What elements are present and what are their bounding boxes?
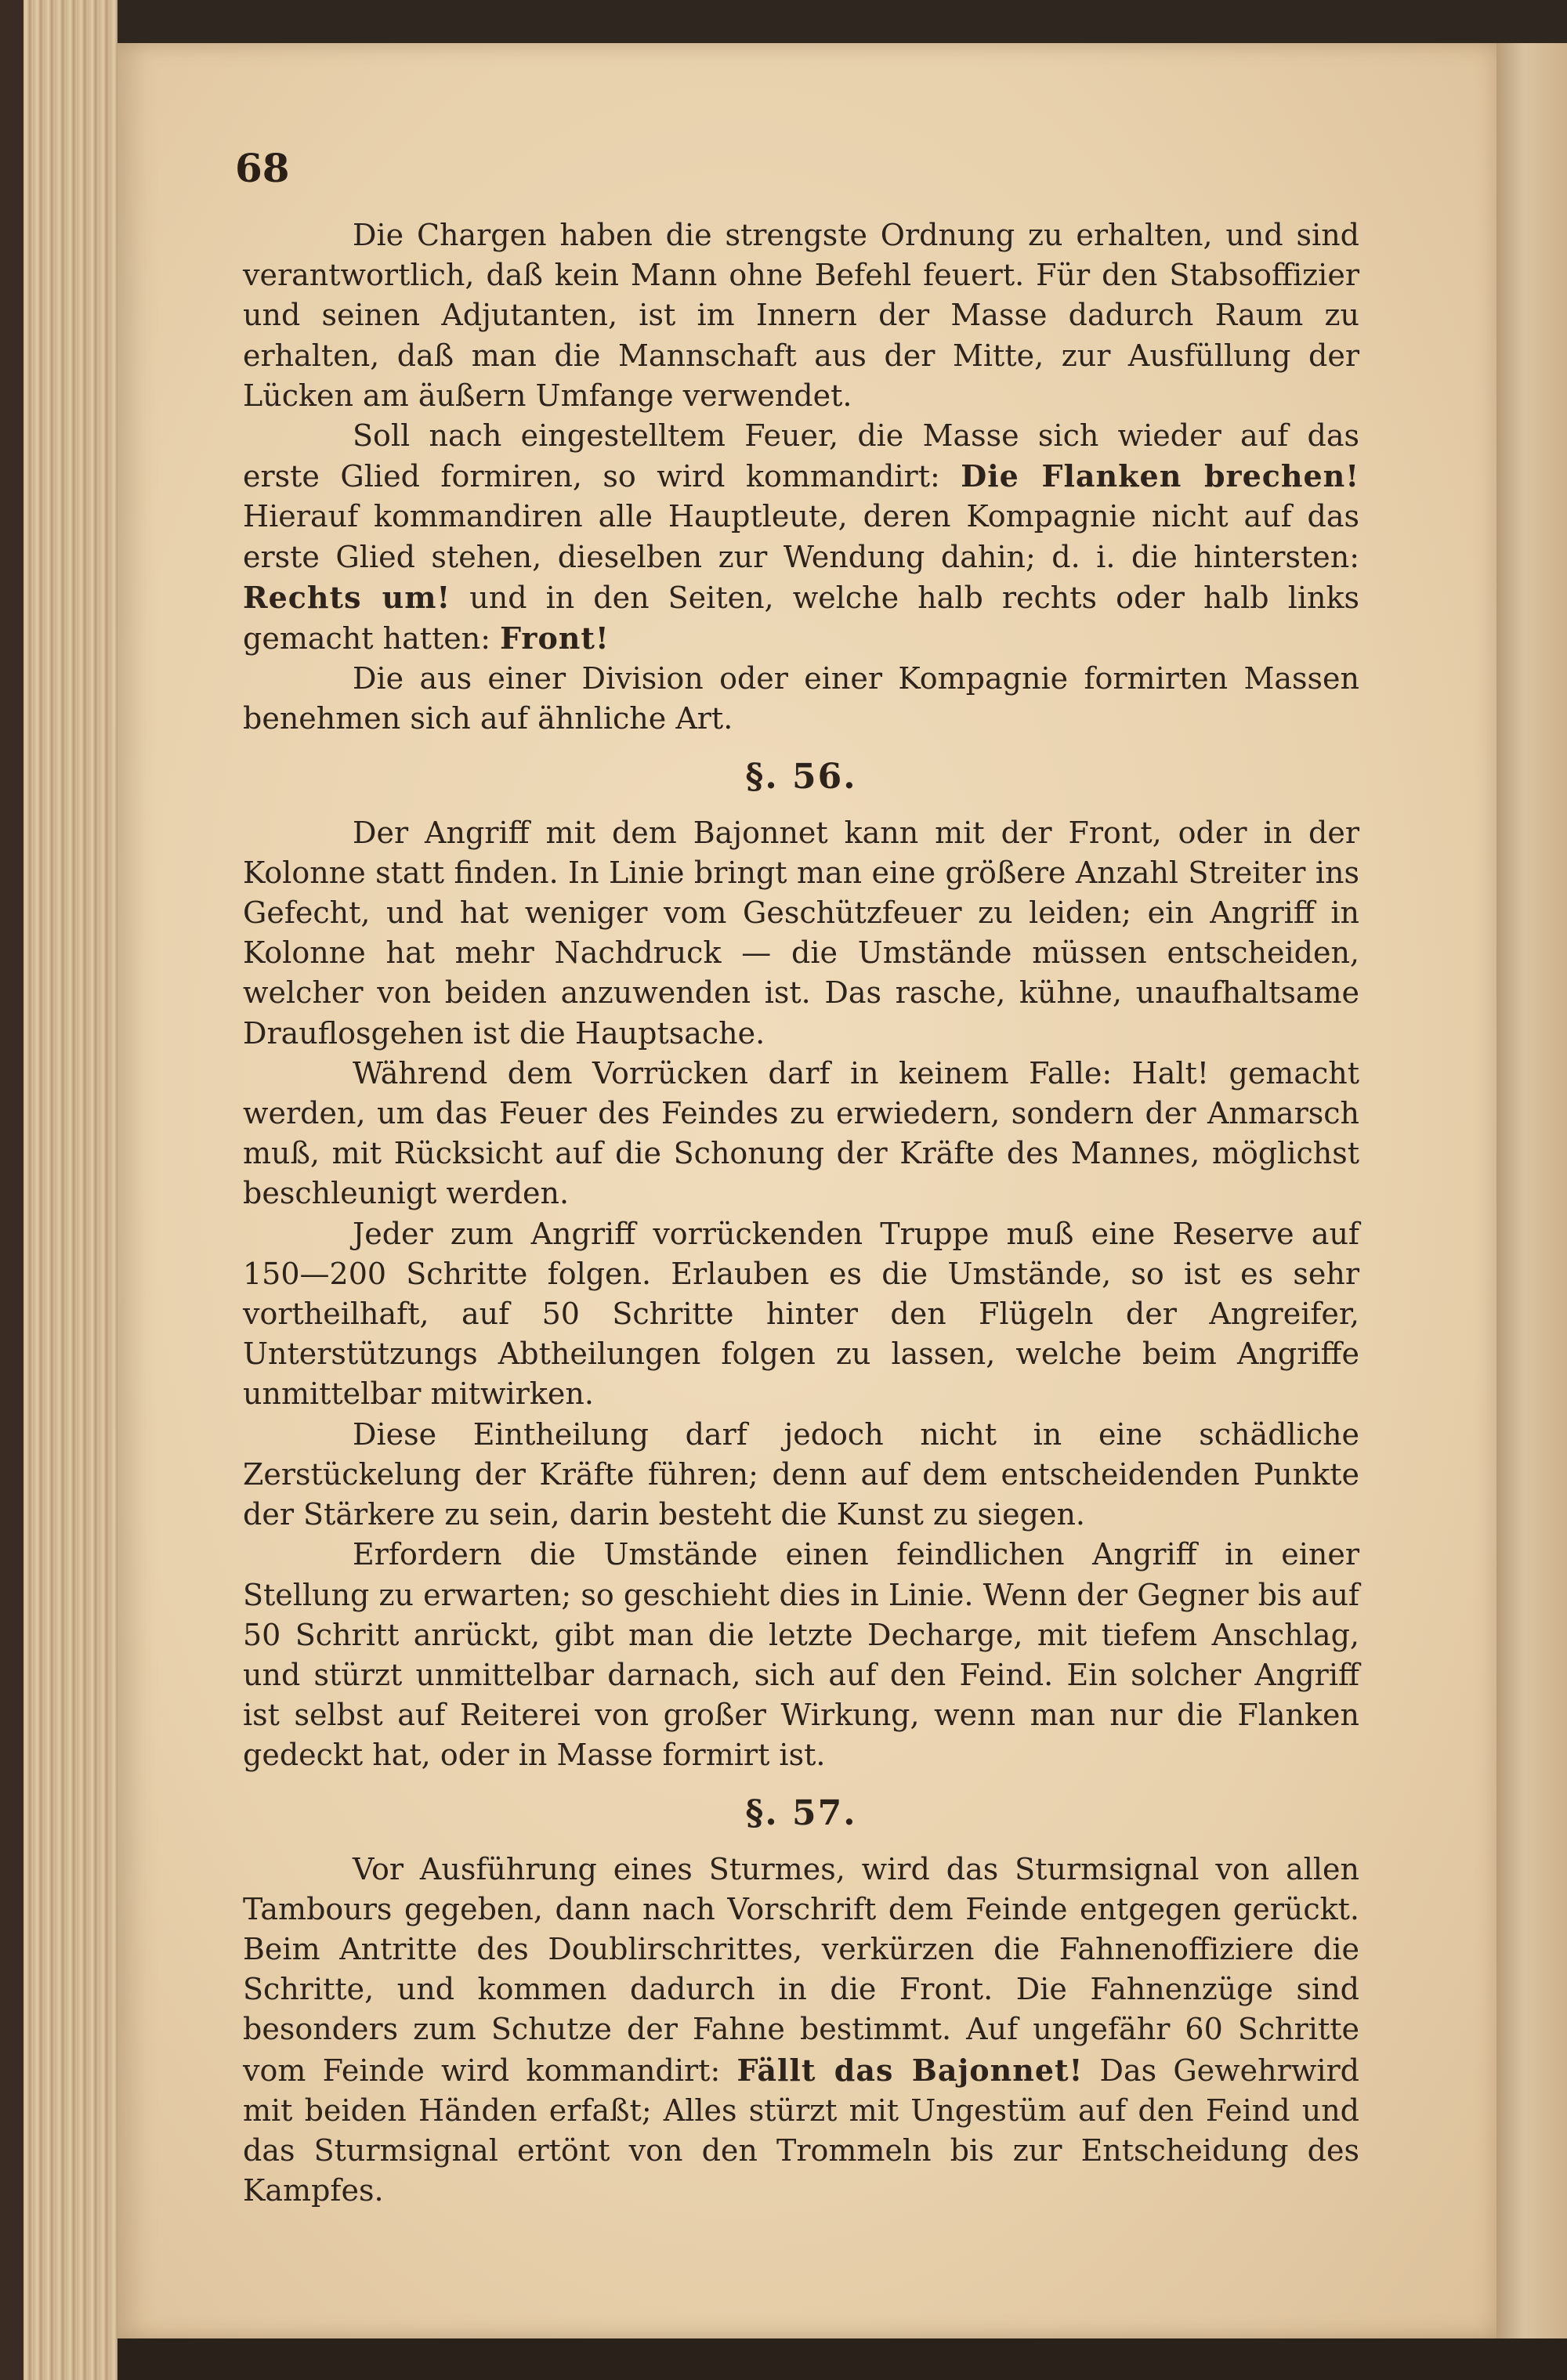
paragraph <box>243 659 1359 739</box>
section-heading-56: §. 56. <box>745 756 857 797</box>
paragraph-text: Der Angriff mit dem Bajonnet kann mit der Front, oder in der Kolonne statt finden. In Linie bringt man eine größere Anzahl Streiter ins Gefecht, und hat weniger vom Geschützfeuer zu leiden; ein Angriff in Kolonne hat mehr Nachdruck — die Umstände müssen entscheiden, welcher von beiden anzuwenden ist. Das rasche, kühne, unaufhaltsame Drauflosgehen ist die Hauptsache. <box>243 815 1359 1051</box>
paragraph-text: Vor Ausführung eines Sturmes, wird das Sturmsignal von allen Tambours gegeben, dann nach Vorschrift dem Feinde entgegen gerückt. Beim Antritte des Doublirschrittes, verkürzen die Fahnenoffiziere die Schritte, und kommen dadurch in die Front. Die Fahnenzüge sind besonders zum Schutze der Fahne bestimmt. Auf ungefähr 60 Schritte vom Feinde wird kommandirt: <box>243 1851 1359 2088</box>
paragraph-text: und in den Seiten, welche halb rechts oder halb links gemacht hatten: <box>243 580 1359 656</box>
paragraph <box>243 1850 1359 2212</box>
paragraph-text: Die aus einer Division oder einer Kompagnie formirten Massen benehmen sich auf ähnliche Art. <box>243 661 1359 736</box>
paragraph <box>243 1415 1359 1535</box>
paragraph-text: Während dem Vorrücken darf in keinem Falle: Halt! gemacht werden, um das Feuer des Feindes zu erwiedern, sondern der Anmarsch muß, mit Rücksicht auf die Schonung der Kräfte des Mannes, möglichst beschleunigt werden. <box>243 1055 1359 1211</box>
paragraph-text: Soll nach eingestelltem Feuer, die Masse sich wieder auf das erste Glied formiren, so wird kommandirt: <box>243 418 1359 494</box>
paragraph-text: Das Gewehrwird mit beiden Händen erfaßt; Alles stürzt mit Ungestüm auf den Feind und das Sturmsignal ertönt von den Trommeln bis zur Entscheidung des Kampfes. <box>243 2053 1359 2208</box>
paragraph-text: Jeder zum Angriff vorrückenden Truppe muß eine Reserve auf 150—200 Schritte folgen. Erlauben es die Umstände, so ist es sehr vortheilhaft, auf 50 Schritte hinter den Flügeln der Angreifer, Unterstützungs Abtheilungen folgen zu lassen, welche beim Angriffe unmittelbar mitwirken. <box>243 1216 1359 1412</box>
command-text: Rechts um! <box>243 579 451 615</box>
paragraph <box>243 1054 1359 1214</box>
page-number: 68 <box>235 145 290 191</box>
paragraph <box>243 1535 1359 1775</box>
book-cover-edge <box>0 0 24 2380</box>
section-heading-57: §. 57. <box>745 1792 857 1833</box>
paragraph <box>243 1214 1359 1415</box>
command-text: Fällt das Bajonnet! <box>736 2052 1084 2088</box>
paragraph <box>243 215 1359 416</box>
paragraph-text: Erfordern die Umstände einen feindlichen Angriff in einer Stellung zu erwarten; so geschieht dies in Linie. Wenn der Gegner bis auf 50 Schritt anrückt, gibt man die letzte Decharge, mit tiefem Anschlag, und stürzt unmittelbar darnach, sich auf den Feind. Ein solcher Angriff ist selbst auf Reiterei von großer Wirkung, wenn man nur die Flanken gedeckt hat, oder in Masse formirt ist. <box>243 1537 1359 1773</box>
paragraph-text: Hierauf kommandiren alle Hauptleute, deren Kompagnie nicht auf das erste Glied stehen, dieselben zur Wendung dahin; d. i. die hintersten: <box>243 499 1359 574</box>
paragraph-text: Diese Eintheilung darf jedoch nicht in eine schädliche Zerstückelung der Kräfte führen; denn auf dem entscheidenden Punkte der Stärkere zu sein, darin besteht die Kunst zu siegen. <box>243 1416 1359 1532</box>
paragraph-text: Die Chargen haben die strengste Ordnung zu erhalten, und sind verantwortlich, daß kein Mann ohne Befehl feuert. Für den Stabsoffizier und seinen Adjutanten, ist im Innern der Masse dadurch Raum zu erhalten, daß man die Mannschaft aus der Mitte, zur Ausfüllung der Lücken am äußern Umfange verwendet. <box>243 218 1359 413</box>
page-text <box>243 215 1359 2211</box>
paragraph <box>243 416 1359 659</box>
facing-page-edge <box>1496 43 1567 2338</box>
command-text: Die Flanken brechen! <box>961 458 1359 494</box>
command-text: Front! <box>500 620 610 656</box>
paragraph <box>243 813 1359 1054</box>
